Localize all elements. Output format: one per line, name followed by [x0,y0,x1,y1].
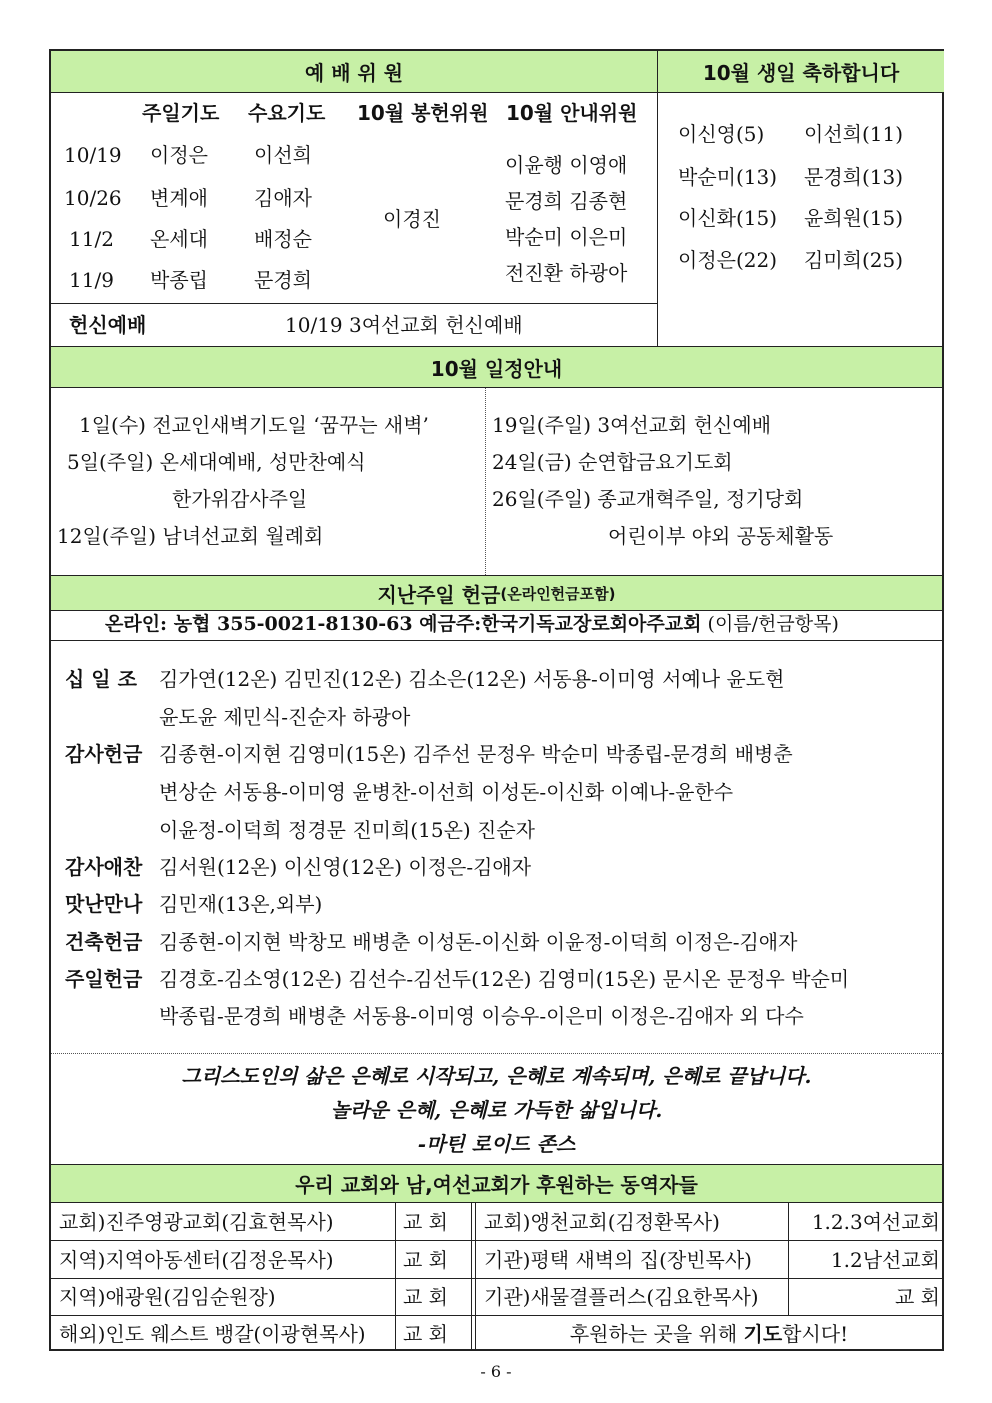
supporting-group: 교 회 [403,1285,448,1309]
supported-ministry: 지역)지역아동센터(김정운목사) [59,1247,334,1272]
online-account-note: (이름/헌금항목) [707,613,839,635]
schedule-date: 11/9 [69,268,114,292]
page-number: - 6 - [480,1362,512,1381]
birthday-name: 이선희(11) [804,122,904,146]
wed-prayer-name: 김애자 [254,186,312,210]
wed-prayer-name: 이선희 [254,143,312,167]
col-offering-member: 10월 봉헌위원 [357,101,489,125]
supported-ministry: 기관)새물결플러스(김요한목사) [484,1285,759,1309]
usher-names: 박순미 이은미 [505,225,628,249]
supported-ministry: 교회)앵천교회(김정환목사) [484,1209,720,1234]
col-sunday-prayer: 주일기도 [142,101,220,125]
divider [51,1053,942,1054]
offering-names: 이윤정-이덕희 정경문 진미희(15온) 진순자 [159,818,536,842]
offering-category-label: 주일헌금 [65,967,143,991]
schedule-header [51,347,942,387]
col-usher: 10월 안내위원 [506,101,638,125]
schedule-title: 10월 일정안내 [430,356,563,381]
offering-member-name: 이경진 [383,207,441,231]
dedication-text: 10/19 3여선교회 헌신예배 [285,313,523,337]
quote-author: -마틴 로이드 존스 [417,1132,576,1156]
offering-title: 지난주일 헌금 [377,582,501,607]
divider [51,387,942,388]
schedule-date: 10/19 [64,143,122,167]
supporting-group: 교 회 [403,1247,448,1272]
birthday-name: 이신영(5) [678,122,765,146]
prayer-request-text: 후원하는 곳을 위해 [569,1321,744,1346]
divider [471,1203,472,1351]
dedication-label: 헌신예배 [69,313,147,337]
offering-category-label: 십 일 조 [65,667,137,691]
divider [51,610,942,611]
prayer-request-emphasis: 기도 [743,1321,783,1346]
sunday-prayer-name: 박종립 [150,268,208,292]
offering-names: 김서원(12온) 이신영(12온) 이정은-김애자 [159,855,532,879]
sunday-prayer-name: 온세대 [150,227,208,251]
offering-names: 김민재(13온,외부) [159,892,323,916]
supported-ministry: 해외)인도 웨스트 뱅갈(이광현목사) [59,1321,366,1346]
quote-line: 놀라운 은혜, 은혜로 가득한 삶입니다. [330,1098,663,1122]
schedule-item: 한가위감사주일 [172,487,308,511]
offering-names: 김종현-이지현 김영미(15온) 김주선 문정우 박순미 박종립-문경희 배병춘 [159,742,793,766]
supporting-group: 교 회 [403,1209,448,1234]
prayer-request-text-end: 합시다! [782,1321,849,1346]
worship-header [51,51,657,92]
schedule-item: 5일(주일) 온세대예배, 성만찬예식 [67,450,366,474]
offering-category-label: 감사헌금 [65,742,143,766]
sunday-prayer-name: 변계애 [150,186,208,210]
offering-category-label: 감사애찬 [65,855,143,879]
schedule-item: 12일(주일) 남녀선교회 월례회 [57,524,324,548]
online-account-text: 온라인: 농협 355-0021-8130-63 예금주:한국기독교장로회아주교회 [105,613,702,635]
offering-names: 김가연(12온) 김민진(12온) 김소은(12온) 서동용-이미영 서예나 윤도현 [159,667,785,691]
quote-line: 그리스도인의 삶은 은혜로 시작되고, 은혜로 계속되며, 은혜로 끝납니다. [181,1064,812,1088]
offering-header [51,576,942,610]
worship-title: 예 배 위 원 [304,61,404,85]
divider [788,1203,789,1315]
supported-ministry: 기관)평택 새벽의 집(장빈목사) [484,1247,752,1272]
schedule-item: 19일(주일) 3여선교회 헌신예배 [492,413,772,437]
birthday-name: 이신화(15) [678,206,778,230]
divider [485,388,486,575]
offering-names: 박종립-문경희 배병춘 서동용-이미영 이승우-이은미 이정은-김애자 외 다수 [159,1004,804,1028]
supporting-group: 1.2남선교회 [830,1247,940,1272]
usher-names: 문경희 김종현 [505,189,628,213]
sunday-prayer-name: 이정은 [150,143,208,167]
divider [51,303,657,304]
birthday-name: 윤희원(15) [804,206,904,230]
supported-ministry: 지역)애광원(김임순원장) [59,1285,276,1309]
prayer-request [476,1316,942,1351]
offering-names: 김종현-이지현 박창모 배병춘 이성돈-이신화 이윤정-이덕희 이정은-김애자 [159,930,798,954]
page-frame [49,49,944,1351]
offering-category-label: 맛난만나 [65,892,143,916]
birthday-name: 박순미(13) [678,165,778,189]
divider [51,640,942,641]
birthday-name: 문경희(13) [804,165,904,189]
schedule-item: 어린이부 야외 공동체활동 [608,524,834,548]
birthday-name: 김미희(25) [804,248,904,272]
offering-names: 윤도윤 제민식-진순자 하광아 [159,705,411,729]
usher-names: 이윤행 이영애 [505,153,628,177]
offering-names: 김경호-김소영(12온) 김선수-김선두(12온) 김영미(15온) 문시온 문정우 박순미 [159,967,850,991]
supporting-group: 1.2.3여선교회 [811,1209,940,1234]
offering-category-label: 건축헌금 [65,930,143,954]
schedule-item: 24일(금) 순연합금요기도회 [492,450,733,474]
wed-prayer-name: 배정순 [254,227,312,251]
birthday-name: 이정은(22) [678,248,778,272]
schedule-date: 10/26 [64,186,122,210]
wed-prayer-name: 문경희 [254,268,312,292]
schedule-item: 26일(주일) 종교개혁주일, 정기당회 [492,487,804,511]
birthday-header [658,51,944,92]
divider [51,92,942,93]
schedule-item: 1일(수) 전교인새벽기도일 ‘꿈꾸는 새벽’ [79,413,429,437]
supporters-title: 우리 교회와 남,여선교회가 후원하는 동역자들 [295,1173,698,1197]
offering-names: 변상순 서동용-이미영 윤병찬-이선희 이성돈-이신화 이예나-윤한수 [159,780,734,804]
divider [395,1203,396,1351]
offering-title-note: (온라인헌금포함) [500,584,616,603]
supporters-header [51,1165,942,1202]
supporting-group: 교 회 [403,1321,448,1346]
supporting-group: 교 회 [895,1285,940,1309]
birthday-title: 10월 생일 축하합니다 [702,61,900,85]
online-account [105,615,839,634]
divider [657,51,658,347]
supported-ministry: 교회)진주영광교회(김효현목사) [59,1209,334,1234]
schedule-date: 11/2 [69,227,114,251]
usher-names: 전진환 하광아 [505,261,628,285]
col-wed-prayer: 수요기도 [248,101,326,125]
